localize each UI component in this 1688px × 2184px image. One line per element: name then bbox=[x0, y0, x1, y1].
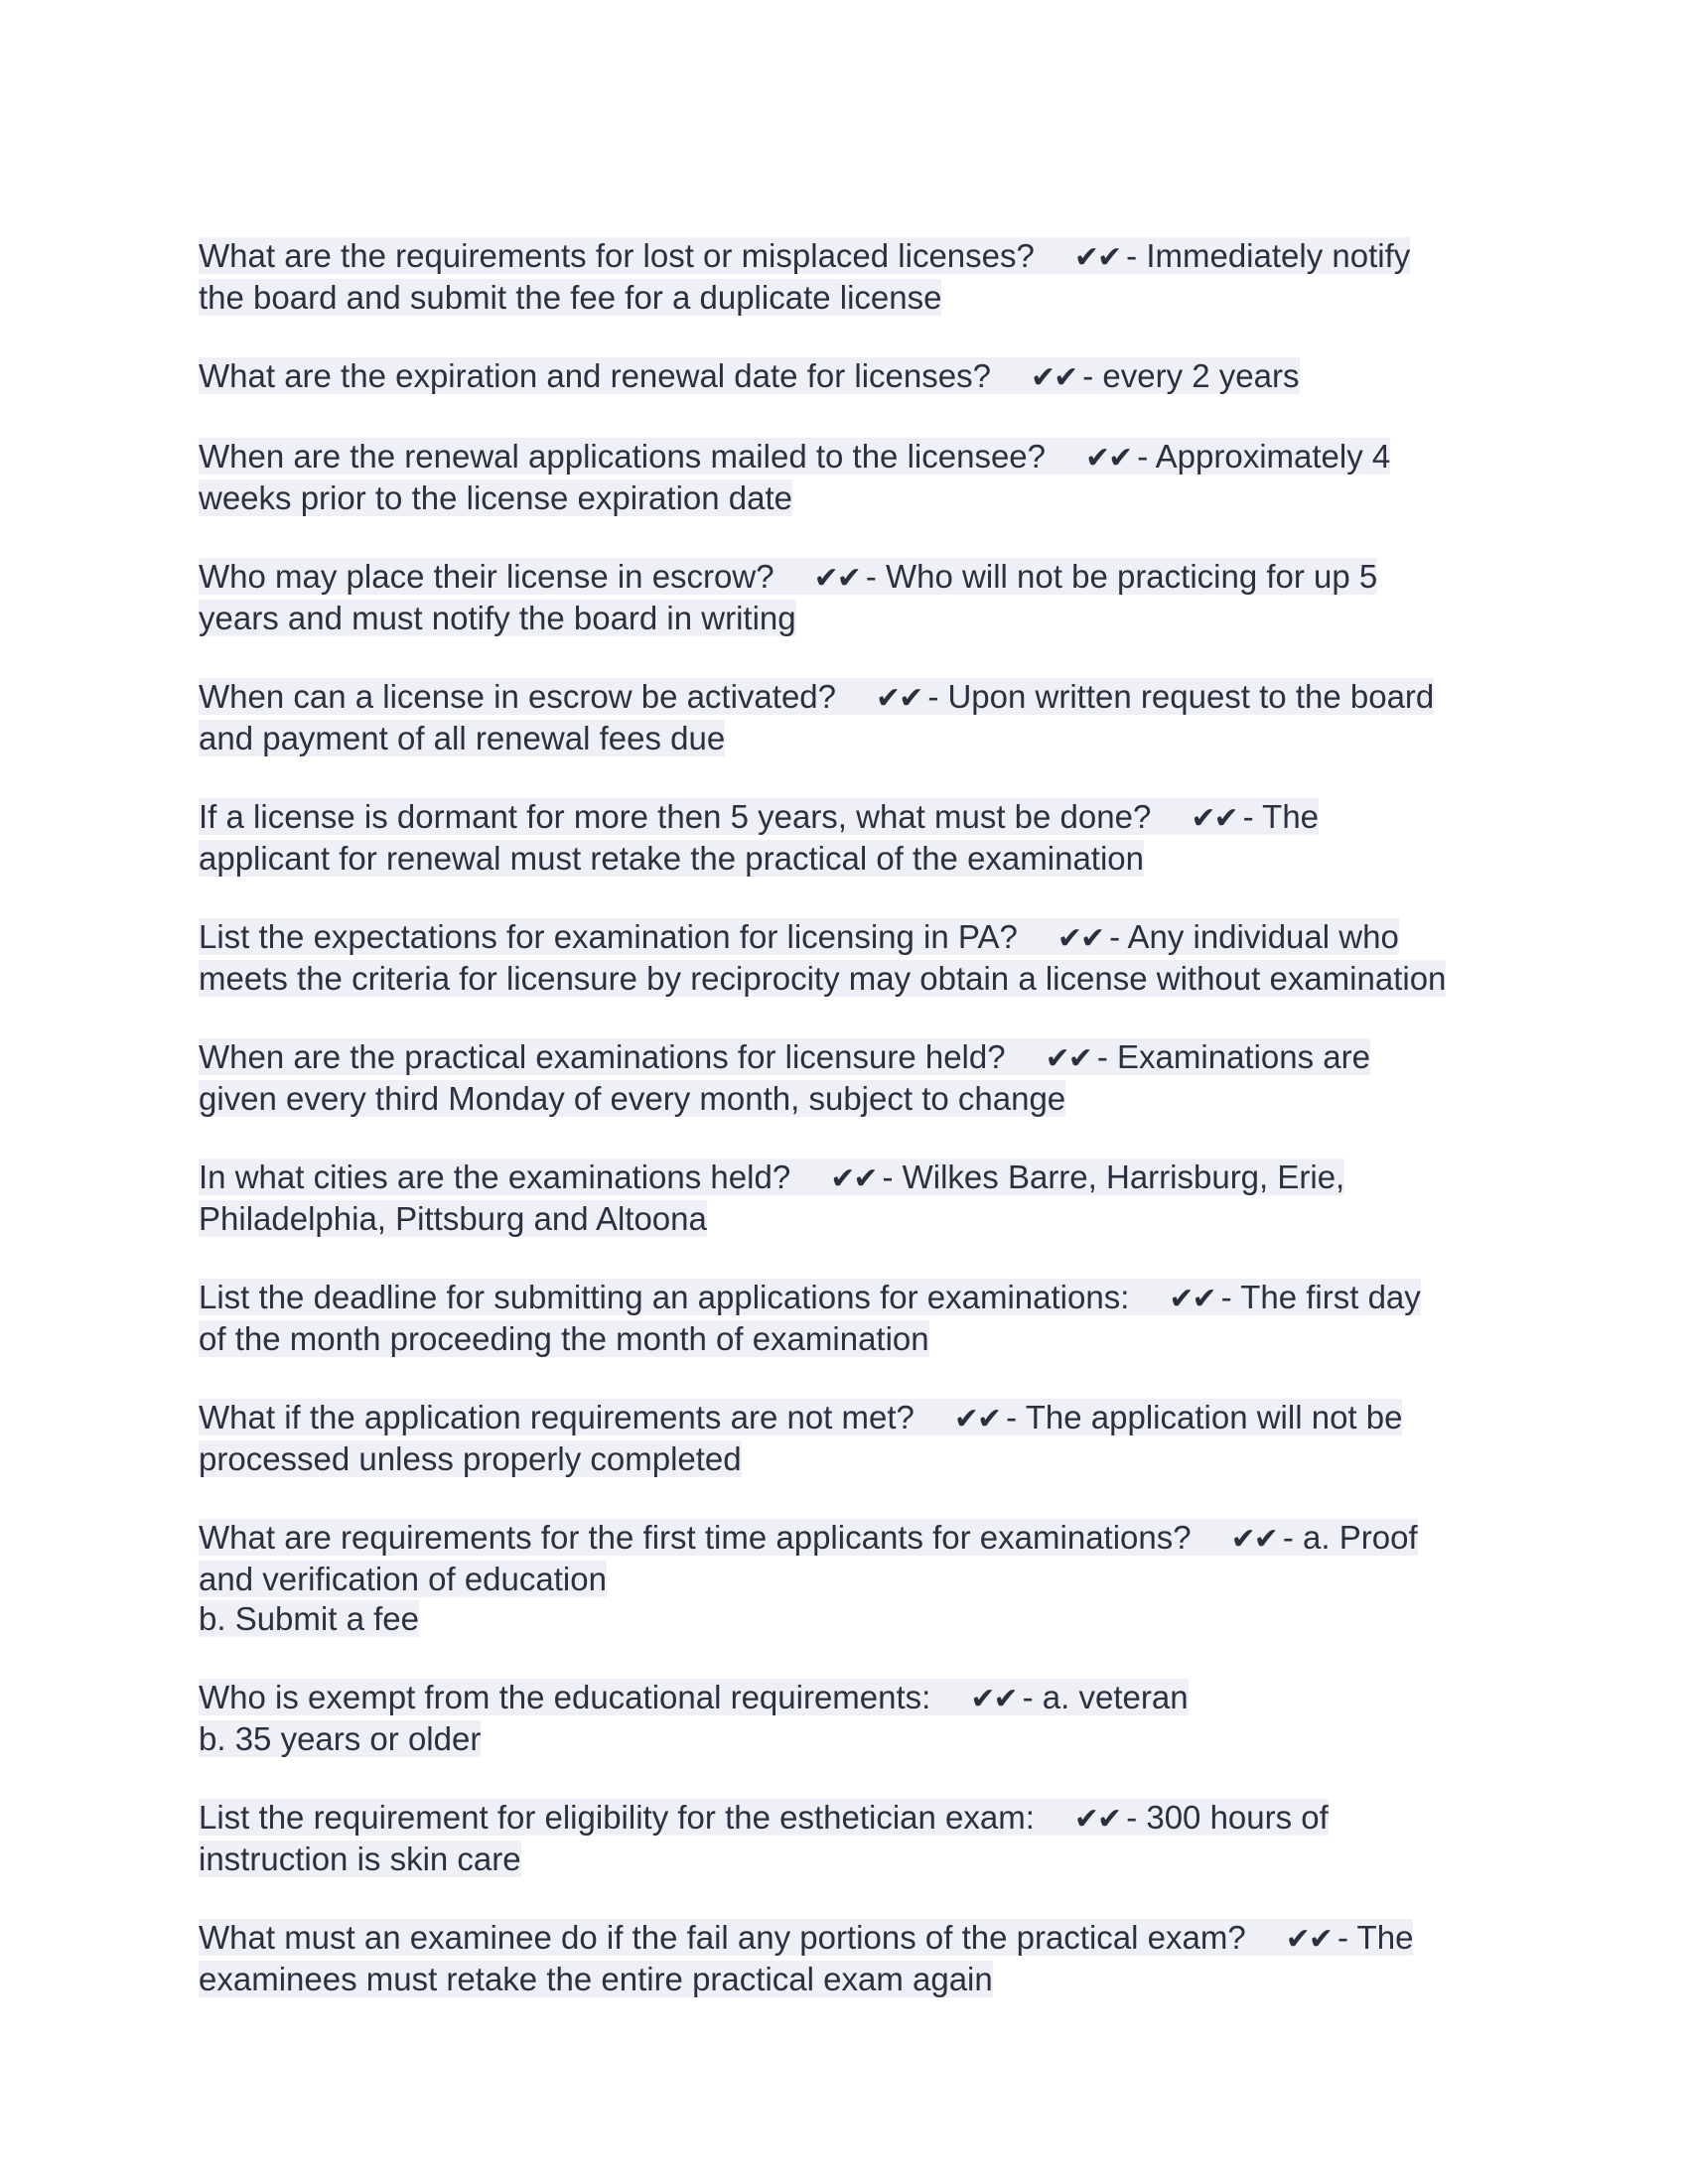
question-text: List the expectations for examination for licensing in PA? bbox=[199, 918, 1018, 955]
qa-item bbox=[199, 1158, 1489, 1239]
highlight-span bbox=[199, 237, 1410, 274]
question-text: List the deadline for submitting an applications for examinations: bbox=[199, 1279, 1130, 1315]
double-check-icon: ✔✔ bbox=[1056, 921, 1104, 956]
answer-text: weeks prior to the license expiration date bbox=[199, 479, 792, 516]
qa-item bbox=[199, 917, 1489, 999]
highlight-span bbox=[199, 678, 1434, 715]
question-text: Who may place their license in escrow? bbox=[199, 558, 774, 595]
answer-text: of the month proceeding the month of examination bbox=[199, 1320, 929, 1357]
question-text: When are the practical examinations for licensure held? bbox=[199, 1038, 1006, 1075]
qa-continuation-line bbox=[199, 1719, 1489, 1759]
question-text: What are the expiration and renewal date for licenses? bbox=[199, 357, 991, 394]
qa-item bbox=[199, 356, 1489, 398]
double-check-icon: ✔✔ bbox=[876, 681, 922, 716]
qa-continuation-line bbox=[199, 478, 1489, 518]
question-text: List the requirement for eligibility for the esthetician exam: bbox=[199, 1799, 1035, 1836]
answer-text: - Examinations are bbox=[1096, 1038, 1370, 1075]
qa-item bbox=[199, 1518, 1489, 1639]
qa-continuation-line bbox=[199, 1199, 1489, 1239]
qa-item bbox=[199, 1918, 1489, 1999]
question-text: What are the requirements for lost or misplaced licenses? bbox=[199, 237, 1035, 274]
answer-text: - The application will not be bbox=[1006, 1399, 1403, 1435]
qa-continuation-line bbox=[199, 1599, 1489, 1639]
answer-text: meets the criteria for licensure by reciprocity may obtain a license without examination bbox=[199, 960, 1447, 997]
double-check-icon: ✔✔ bbox=[830, 1161, 877, 1196]
qa-item bbox=[199, 557, 1489, 638]
double-check-icon: ✔✔ bbox=[1030, 360, 1077, 395]
document-page bbox=[199, 236, 1489, 2038]
qa-continuation-line bbox=[199, 1960, 1489, 1999]
qa-item bbox=[199, 1278, 1489, 1359]
qa-first-line bbox=[199, 1518, 1489, 1560]
double-check-icon: ✔✔ bbox=[953, 1402, 1001, 1436]
answer-text: - Upon written request to the board bbox=[927, 678, 1435, 715]
double-check-icon: ✔✔ bbox=[1073, 240, 1121, 275]
highlight-span bbox=[199, 1679, 1189, 1715]
qa-continuation-line bbox=[199, 1840, 1489, 1879]
answer-text: - Who will not be practicing for up 5 bbox=[865, 558, 1378, 595]
qa-first-line bbox=[199, 437, 1489, 478]
highlight-span bbox=[199, 1799, 1329, 1836]
answer-text: - Immediately notify bbox=[1126, 237, 1411, 274]
answer-text: processed unless properly completed bbox=[199, 1440, 742, 1477]
answer-text: - Any individual who bbox=[1109, 918, 1399, 955]
highlight-span bbox=[199, 1038, 1370, 1075]
qa-item bbox=[199, 797, 1489, 879]
answer-text: given every third Monday of every month, subject to change bbox=[199, 1080, 1066, 1117]
question-text: When can a license in escrow be activated? bbox=[199, 678, 837, 715]
question-text: When are the renewal applications mailed to the licensee? bbox=[199, 438, 1047, 475]
qa-first-line bbox=[199, 356, 1489, 398]
double-check-icon: ✔✔ bbox=[1230, 1522, 1277, 1557]
double-check-icon: ✔✔ bbox=[1073, 1802, 1121, 1837]
qa-item bbox=[199, 437, 1489, 518]
answer-text: - The first day bbox=[1220, 1279, 1421, 1315]
highlight-span bbox=[199, 438, 1390, 475]
qa-item bbox=[199, 236, 1489, 318]
highlight-span bbox=[199, 918, 1399, 955]
question-text: In what cities are the examinations held? bbox=[199, 1159, 791, 1195]
qa-continuation-line bbox=[199, 1319, 1489, 1359]
qa-first-line bbox=[199, 1158, 1489, 1199]
answer-text: - Approximately 4 bbox=[1137, 438, 1391, 475]
qa-first-line bbox=[199, 917, 1489, 959]
qa-item bbox=[199, 1798, 1489, 1879]
answer-text: and verification of education bbox=[199, 1561, 607, 1597]
highlight-span bbox=[199, 1159, 1344, 1195]
answer-text: b. Submit a fee bbox=[199, 1600, 419, 1637]
answer-text: examinees must retake the entire practical exam again bbox=[199, 1961, 993, 1997]
qa-first-line bbox=[199, 677, 1489, 719]
double-check-icon: ✔✔ bbox=[1045, 1041, 1091, 1076]
qa-first-line bbox=[199, 1278, 1489, 1319]
qa-continuation-line bbox=[199, 839, 1489, 879]
qa-continuation-line bbox=[199, 959, 1489, 999]
qa-continuation-line bbox=[199, 278, 1489, 318]
double-check-icon: ✔✔ bbox=[970, 1682, 1017, 1716]
highlight-span bbox=[199, 1519, 1418, 1556]
highlight-span bbox=[199, 1279, 1421, 1315]
answer-text: - 300 hours of bbox=[1126, 1799, 1329, 1836]
double-check-icon: ✔✔ bbox=[1085, 441, 1132, 476]
qa-continuation-line bbox=[199, 719, 1489, 758]
highlight-span bbox=[199, 798, 1319, 835]
qa-item bbox=[199, 1037, 1489, 1119]
double-check-icon: ✔✔ bbox=[1169, 1282, 1215, 1316]
qa-first-line bbox=[199, 1037, 1489, 1079]
double-check-icon: ✔✔ bbox=[1285, 1922, 1332, 1957]
qa-first-line bbox=[199, 1398, 1489, 1439]
highlight-span bbox=[199, 1919, 1413, 1956]
answer-text: - The bbox=[1242, 798, 1320, 835]
highlight-span bbox=[199, 558, 1377, 595]
qa-first-line bbox=[199, 1918, 1489, 1960]
question-text: What are requirements for the first time applicants for examinations? bbox=[199, 1519, 1192, 1556]
qa-continuation-line bbox=[199, 1079, 1489, 1119]
answer-text: - a. Proof bbox=[1282, 1519, 1418, 1556]
qa-item bbox=[199, 677, 1489, 758]
qa-continuation-line bbox=[199, 1439, 1489, 1479]
answer-text: and payment of all renewal fees due bbox=[199, 720, 726, 756]
answer-text: applicant for renewal must retake the practical of the examination bbox=[199, 840, 1145, 877]
question-text: What if the application requirements are not met? bbox=[199, 1399, 914, 1435]
double-check-icon: ✔✔ bbox=[813, 561, 860, 596]
answer-text: Philadelphia, Pittsburg and Altoona bbox=[199, 1200, 707, 1237]
double-check-icon: ✔✔ bbox=[1191, 801, 1237, 836]
qa-first-line bbox=[199, 1678, 1489, 1719]
qa-first-line bbox=[199, 236, 1489, 278]
answer-text: b. 35 years or older bbox=[199, 1720, 482, 1757]
answer-text: - every 2 years bbox=[1082, 357, 1300, 394]
qa-item bbox=[199, 1678, 1489, 1759]
question-text: If a license is dormant for more then 5 years, what must be done? bbox=[199, 798, 1152, 835]
qa-item bbox=[199, 1398, 1489, 1479]
qa-first-line bbox=[199, 1798, 1489, 1840]
question-text: Who is exempt from the educational requirements: bbox=[199, 1679, 931, 1715]
answer-text: - a. veteran bbox=[1022, 1679, 1189, 1715]
answer-text: - Wilkes Barre, Harrisburg, Erie, bbox=[882, 1159, 1345, 1195]
qa-continuation-line bbox=[199, 1560, 1489, 1599]
highlight-span bbox=[199, 357, 1300, 394]
answer-text: the board and submit the fee for a duplicate license bbox=[199, 279, 942, 316]
answer-text: years and must notify the board in writing bbox=[199, 600, 796, 636]
highlight-span bbox=[199, 1399, 1402, 1435]
qa-first-line bbox=[199, 797, 1489, 839]
answer-text: - The bbox=[1337, 1919, 1414, 1956]
answer-text: instruction is skin care bbox=[199, 1841, 521, 1877]
qa-first-line bbox=[199, 557, 1489, 599]
qa-continuation-line bbox=[199, 599, 1489, 638]
question-text: What must an examinee do if the fail any portions of the practical exam? bbox=[199, 1919, 1246, 1956]
